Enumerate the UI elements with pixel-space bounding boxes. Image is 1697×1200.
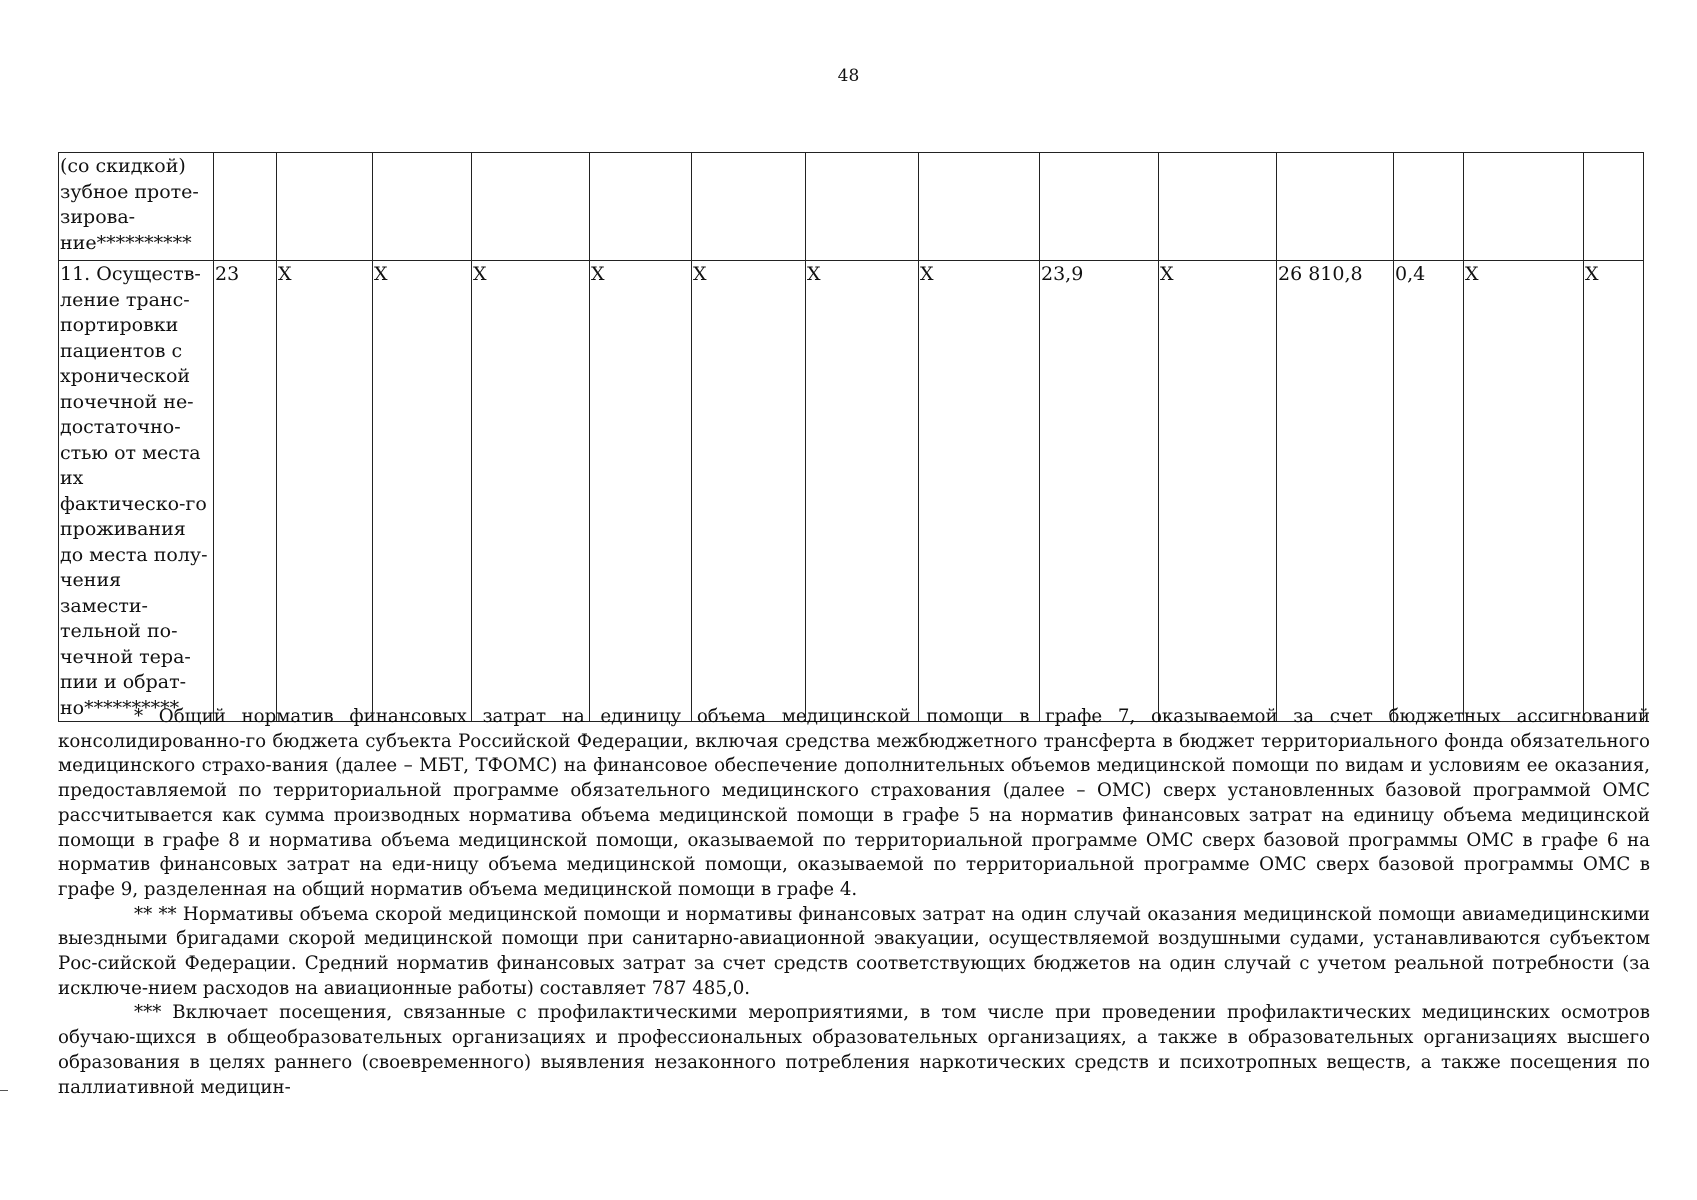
table-cell: X <box>472 261 590 722</box>
table-row <box>59 261 1644 722</box>
table-cell <box>472 153 590 261</box>
table-cell <box>919 153 1040 261</box>
table-cell <box>373 153 472 261</box>
footnote-3: *** Включает посещения, связанные с профилактическими мероприятиями, в том числе при проведении профилактических медицинских осмотров обучаю-щихся в общеобразовательных организациях и профессиональных образовательных организациях, а также в образовательных организациях высшего образования в целях раннего (своевременного) выявления незаконного потребления наркотических средств и психотропных веществ, а также посещения по паллиативной медицин- <box>58 1002 1650 1098</box>
table-cell: X <box>806 261 919 722</box>
table-cell: X <box>1464 261 1584 722</box>
footnotes <box>58 705 1650 1100</box>
table-cell: X <box>277 261 373 722</box>
table-cell <box>1584 153 1644 261</box>
table-cell: 0,4 <box>1394 261 1464 722</box>
table-cell <box>692 153 806 261</box>
page-number: 48 <box>837 66 860 86</box>
table-cell: X <box>590 261 692 722</box>
table-cell <box>590 153 692 261</box>
table-cell <box>1277 153 1394 261</box>
margin-mark <box>0 1090 8 1091</box>
table-cell <box>1394 153 1464 261</box>
table-cell <box>1464 153 1584 261</box>
table-cell: 26 810,8 <box>1277 261 1394 722</box>
table-cell <box>1040 153 1159 261</box>
data-table <box>58 152 1644 722</box>
table-cell <box>277 153 373 261</box>
table-cell: X <box>919 261 1040 722</box>
footnote-1: * Общий норматив финансовых затрат на единицу объема медицинской помощи в графе 7, оказываемой за счет бюджетных ассигнований консолидированно-го бюджета субъекта Российской Федерации, включая средства межбюджетного трансферта в бюджет территориального фонда обязательного медицинского страхо-вания (далее – МБТ, ТФОМС) на финансовое обеспечение дополнительных объемов медицинской помощи по видам и условиям ее оказания, предоставляемой по территориальной программе обязательного медицинского страхования (далее – ОМС) сверх установленных базовой программой ОМС рассчитывается как сумма производных норматива объема медицинской помощи в графе 5 на норматив финансовых затрат на единицу объема медицинской помощи в графе 8 и норматива объема медицинской помощи, оказываемой по территориальной программе ОМС сверх базовой программы ОМС в графе 6 на норматив финансовых затрат на еди-ницу объема медицинской помощи, оказываемой по территориальной программе ОМС сверх базовой программы ОМС в графе 9, разделенная на общий норматив объема медицинской помощи в графе 4. <box>58 706 1650 900</box>
table-cell: (со скидкой) зубное проте-зирова-ние********** <box>59 153 214 261</box>
table-cell: 11. Осуществ-ление транс-портировки пациентов с хронической почечной не-достаточно-стью от места их фактическо-го проживания до места полу-чения замести-тельной по-чечной тера-пии и обрат-но********** <box>59 261 214 722</box>
table-cell: 23,9 <box>1040 261 1159 722</box>
table-row <box>59 153 1644 261</box>
table-cell: X <box>1584 261 1644 722</box>
table-cell <box>214 153 277 261</box>
table-cell: 23 <box>214 261 277 722</box>
table-cell: X <box>692 261 806 722</box>
table-cell <box>806 153 919 261</box>
table-cell: X <box>1159 261 1277 722</box>
table-cell <box>1159 153 1277 261</box>
table-cell: X <box>373 261 472 722</box>
footnote-2: ** ** Нормативы объема скорой медицинской помощи и нормативы финансовых затрат на один случай оказания медицинской помощи авиамедицинскими выездными бригадами скорой медицинской помощи при санитарно-авиационной эвакуации, осуществляемой воздушными судами, устанавливаются субъектом Рос-сийской Федерации. Средний норматив финансовых затрат за счет средств соответствующих бюджетов на один случай с учетом реальной потребности (за исключе-нием расходов на авиационные работы) составляет 787 485,0. <box>58 903 1650 999</box>
